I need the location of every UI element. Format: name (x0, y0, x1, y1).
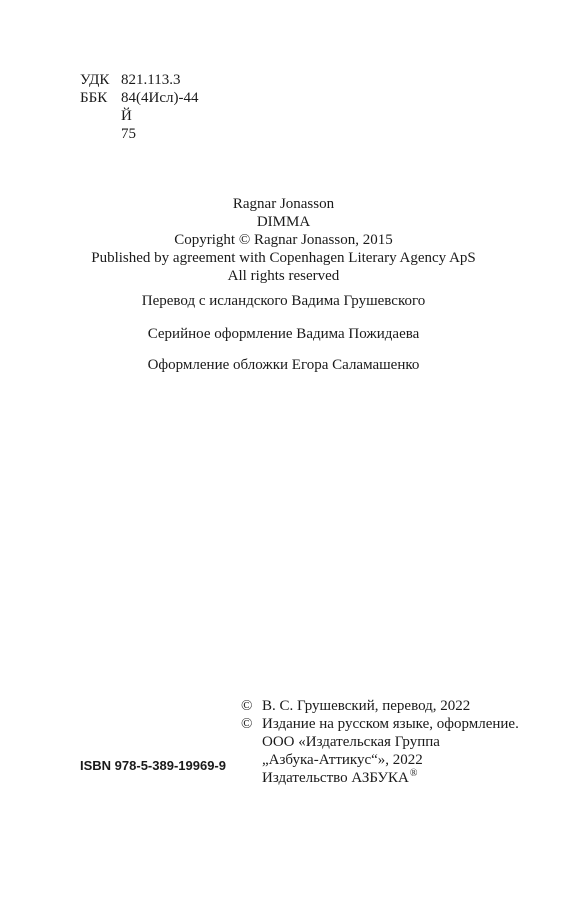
udk-value: 821.113.3 (121, 72, 181, 88)
author-name: Ragnar Jonasson (232, 196, 335, 212)
udk-label: УДК (80, 72, 110, 88)
original-title: DIMMA (256, 214, 311, 230)
publisher-group-year: „Азбука-Аттикус“», 2022 (262, 752, 423, 768)
isbn: ISBN 978-5-389-19969-9 (80, 758, 226, 773)
cover-design-credit (0, 356, 567, 374)
translation-credit (0, 292, 567, 310)
translation-line: Перевод с исландского Вадима Грушевского (141, 293, 426, 309)
publisher-imprint (262, 769, 418, 789)
bbk-label: ББК (80, 90, 108, 106)
series-design-credit (0, 325, 567, 343)
series-design-line: Серийное оформление Вадима Пожидаева (147, 326, 420, 342)
rights-line: All rights reserved (227, 268, 340, 284)
copyright-translation: В. С. Грушевский, перевод, 2022 (262, 698, 471, 714)
original-credits (0, 195, 567, 285)
copyright-symbol: © (241, 716, 253, 732)
bbk-value: 84(4Исл)-44 (121, 90, 199, 106)
author-mark: Й 75 (121, 108, 136, 142)
copyright-edition: Издание на русском языке, оформление. (262, 716, 519, 732)
publisher-imprint-name: Издательство АЗБУКА (262, 770, 409, 786)
copyright-symbol: © (241, 698, 253, 714)
copyright-line: Copyright © Ragnar Jonasson, 2015 (174, 232, 393, 248)
publisher-group: ООО «Издательская Группа (262, 734, 440, 750)
cover-design-line: Оформление обложки Егора Саламашенко (147, 357, 420, 373)
published-by-line: Published by agreement with Copenhagen Literary Agency ApS (91, 250, 476, 266)
registered-mark: ® (409, 768, 418, 779)
